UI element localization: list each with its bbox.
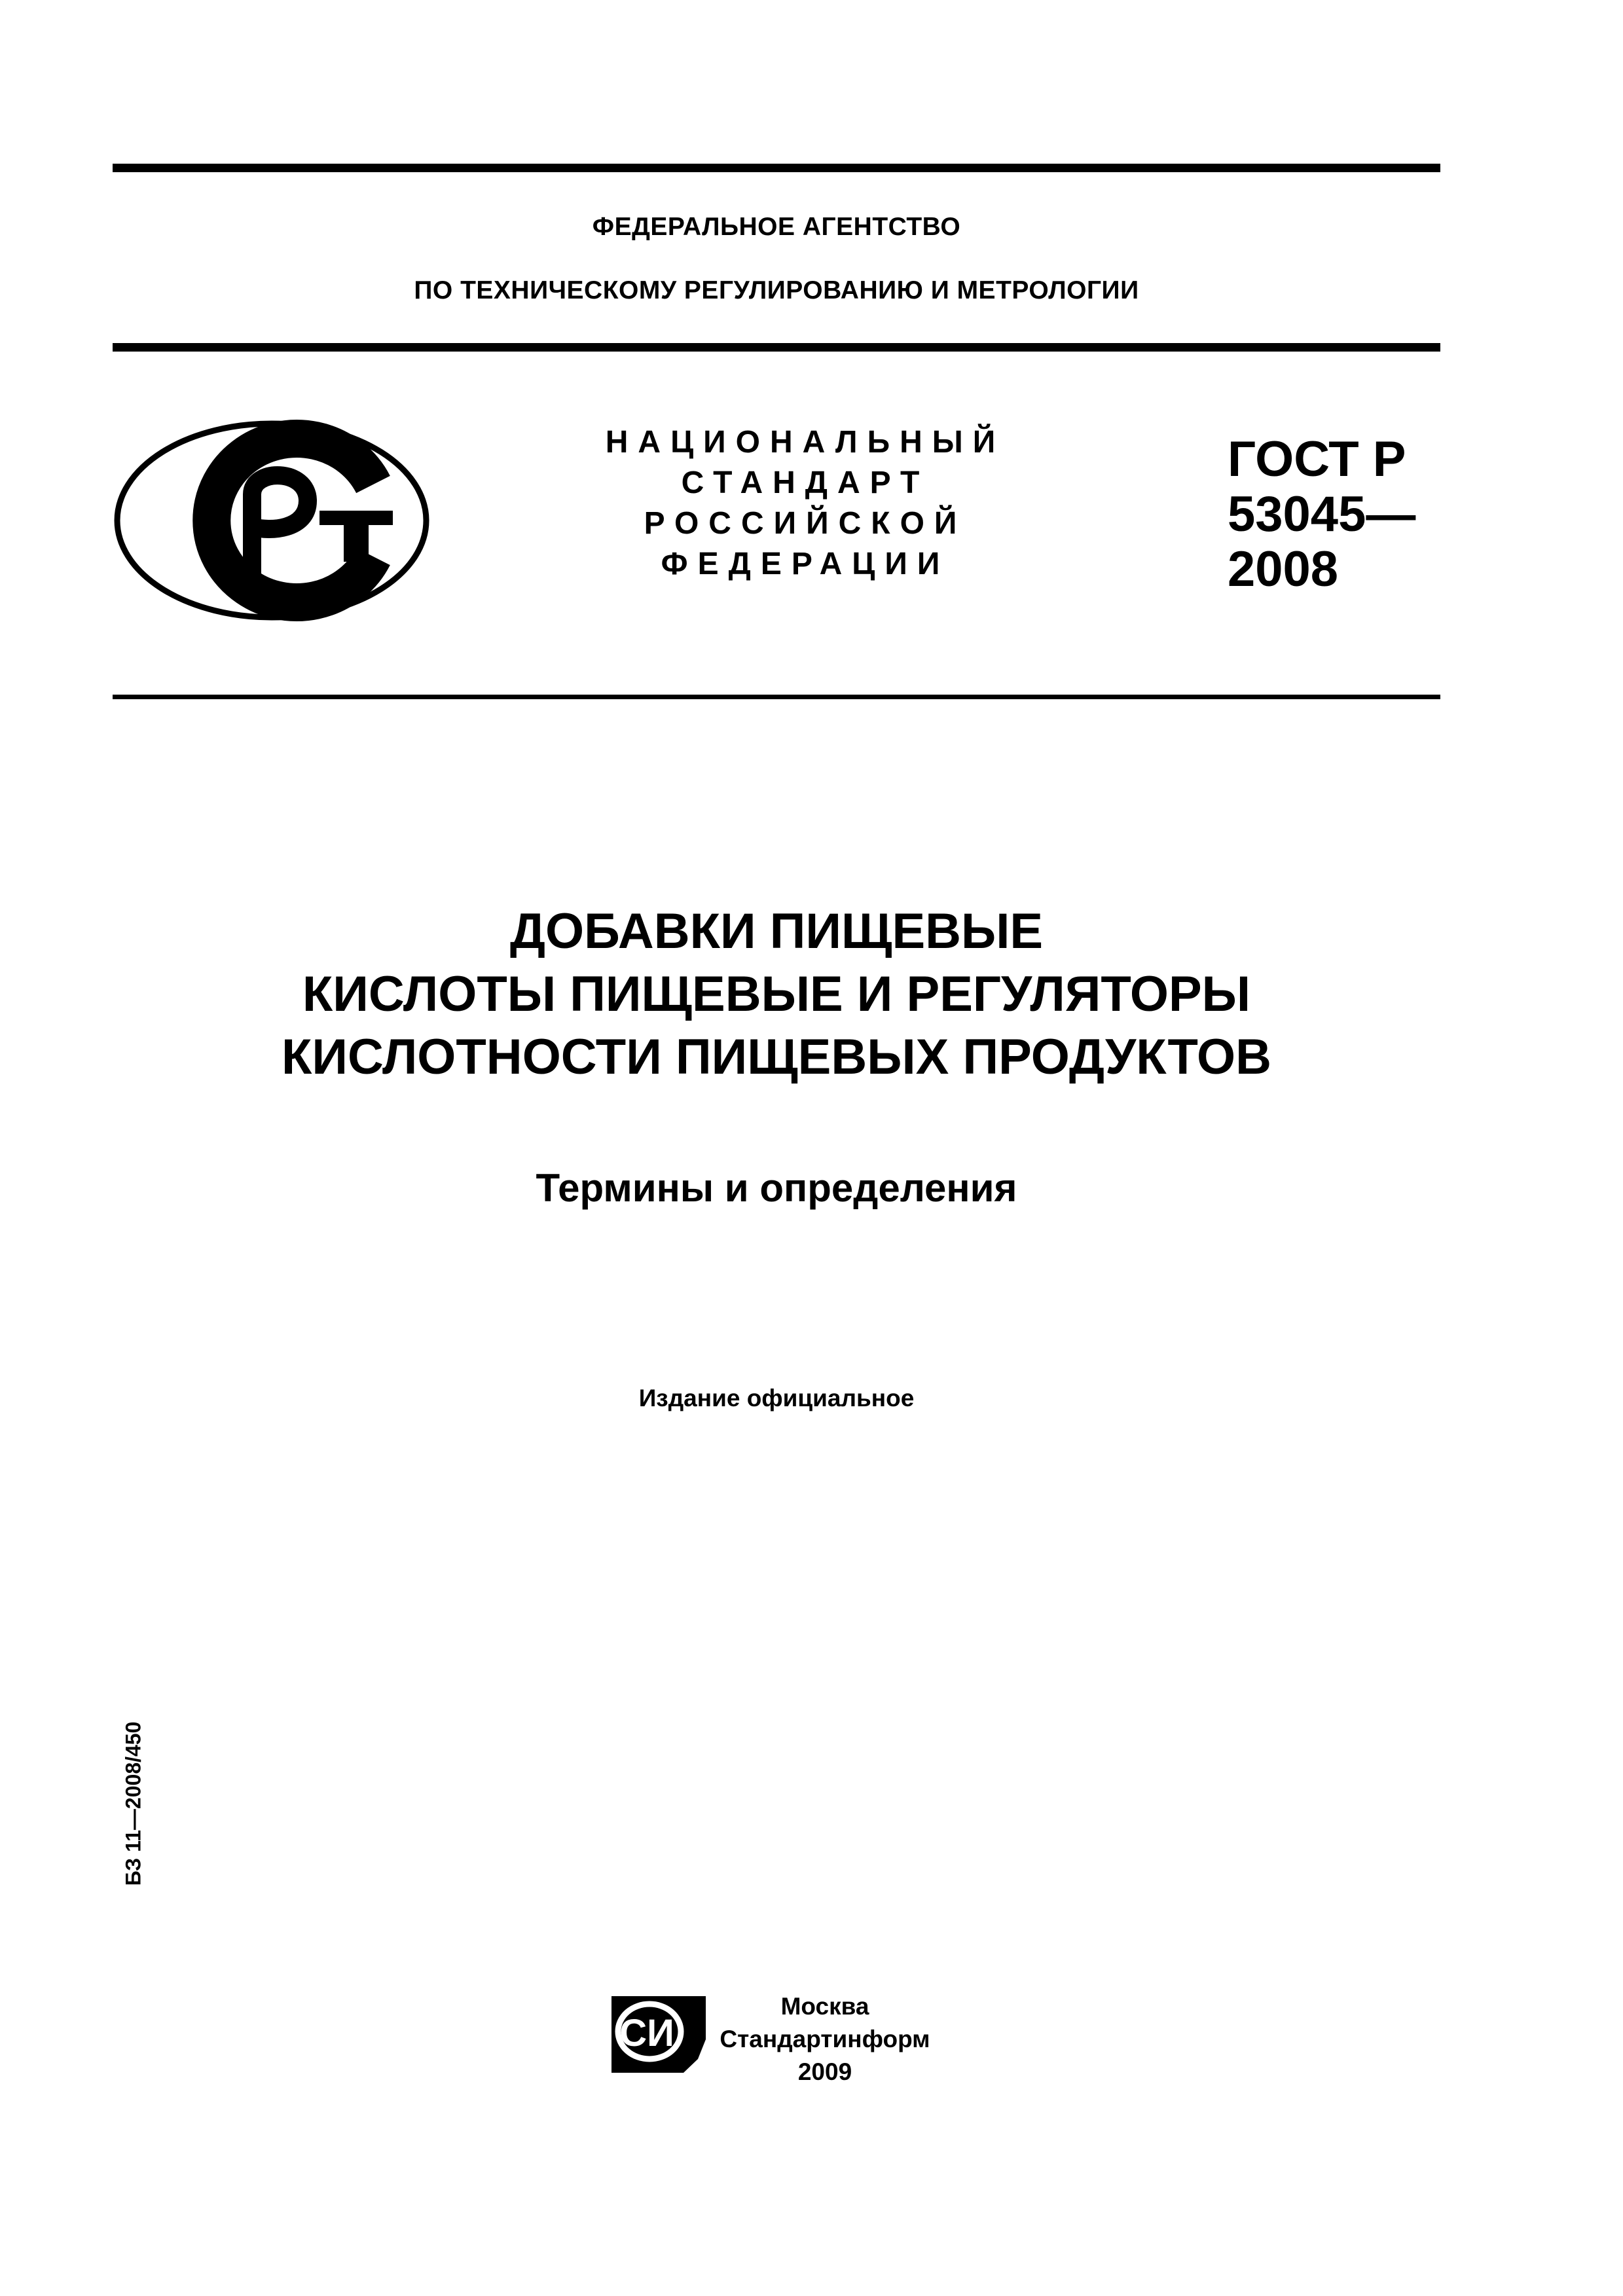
national-standard-line: РОССИЙСКОЙ: [644, 506, 967, 541]
rst-certification-mark-icon: [111, 419, 432, 622]
gost-line-3: 2008: [1228, 541, 1339, 597]
agency-line-1: ФЕДЕРАЛЬНОЕ АГЕНТСТВО: [592, 213, 961, 241]
edition-label: Издание официальное: [638, 1385, 915, 1412]
gost-designation: [1228, 432, 1444, 597]
agency-line-2: ПО ТЕХНИЧЕСКОМУ РЕГУЛИРОВАНИЮ И МЕТРОЛОГИИ: [414, 276, 1139, 304]
title-line-3: КИСЛОТНОСТИ ПИЩЕВЫХ ПРОДУКТОВ: [281, 1029, 1272, 1085]
svg-text:СИ: СИ: [619, 2012, 674, 2054]
document-title: [113, 900, 1440, 1089]
publisher-block: [714, 1990, 936, 2088]
publisher-city: Москва: [780, 1993, 869, 2020]
gost-line-1: ГОСТ Р: [1228, 431, 1406, 487]
national-standard-line: ФЕДЕРАЦИИ: [661, 547, 950, 581]
catalog-code: БЗ 11—2008/450: [121, 1721, 145, 1886]
title-line-1: ДОБАВКИ ПИЩЕВЫЕ: [509, 903, 1044, 959]
document-subtitle: Термины и определения: [536, 1166, 1017, 1210]
top-rule: [113, 164, 1440, 172]
publication-year: 2009: [797, 2058, 852, 2085]
standartinform-logo-icon: [608, 1994, 706, 2075]
publisher-name: Стандартинформ: [720, 2026, 930, 2052]
header-bottom-rule: [113, 695, 1440, 699]
national-standard-line: НАЦИОНАЛЬНЫЙ: [605, 425, 1006, 460]
gost-line-2: 53045—: [1228, 486, 1416, 542]
title-line-2: КИСЛОТЫ ПИЩЕВЫЕ И РЕГУЛЯТОРЫ: [302, 966, 1251, 1022]
national-standard-line: СТАНДАРТ: [681, 465, 930, 500]
agency-bottom-rule: [113, 343, 1440, 352]
national-standard-label: [589, 422, 1021, 585]
